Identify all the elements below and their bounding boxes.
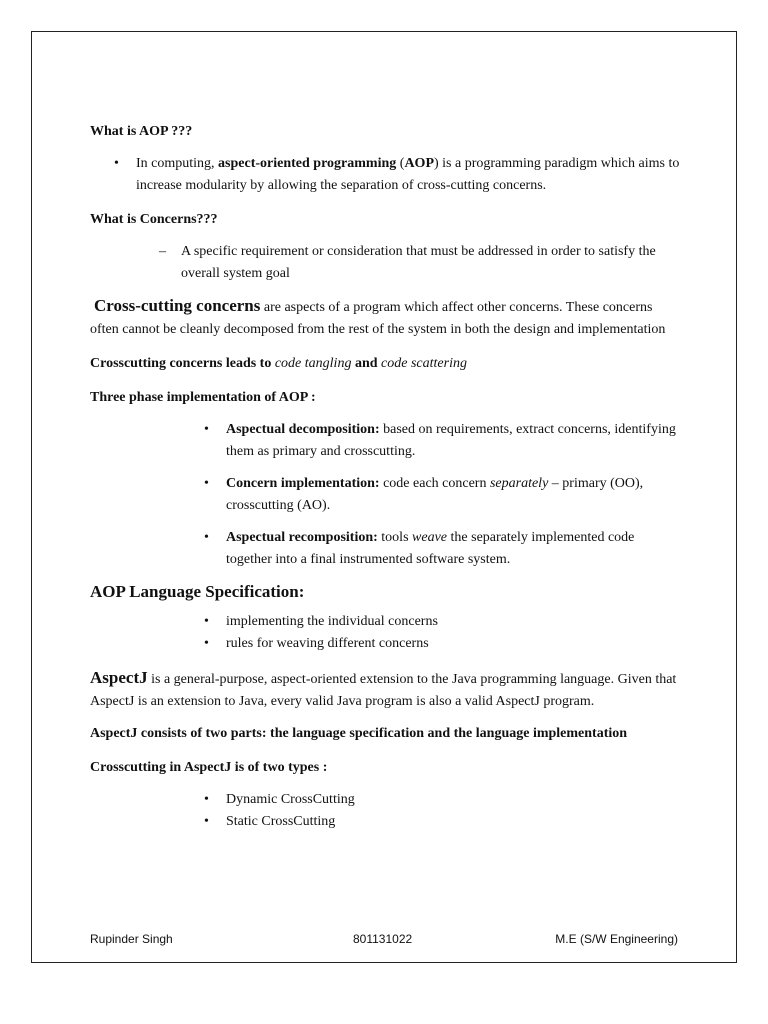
bullet-glyph: • [114, 156, 119, 171]
bullet-glyph: • [204, 792, 209, 807]
bullet-glyph: • [204, 422, 209, 437]
phase-item-decomposition: • Aspectual decomposition: based on requirements, extract concerns, identifying them as primary and crosscutting. [90, 419, 680, 463]
heading-language-specification: AOP Language Specification: [90, 582, 305, 601]
heading-what-is-aop: What is AOP ??? [90, 124, 193, 139]
bullet-glyph: • [204, 476, 209, 491]
type-item-static: • Static CrossCutting [90, 811, 680, 833]
crosscutting-concerns-paragraph: Cross-cutting concerns are aspects of a program which affect other concerns. These concerns often cannot be cleanly decomposed from the rest of the system in both the design and implementation [90, 296, 666, 337]
heading-three-phase: Three phase implementation of AOP : [90, 390, 316, 405]
document-body [90, 92, 680, 833]
document-page [31, 31, 737, 963]
aop-definition-bullet: • In computing, aspect-oriented programming (AOP) is a programming paradigm which aims to increase modularity by allowing the separation of cross-cutting concerns. [90, 153, 680, 197]
concerns-definition-dash: – A specific requirement or consideration that must be addressed in order to satisfy the overall system goal [90, 241, 680, 285]
spec-item-weaving: • rules for weaving different concerns [90, 633, 680, 655]
footer-course: M.E (S/W Engineering) [555, 932, 678, 946]
heading-what-is-concerns: What is Concerns??? [90, 212, 218, 227]
footer-author: Rupinder Singh [90, 932, 173, 946]
phase-item-implementation: • Concern implementation: code each concern separately – primary (OO), crosscutting (AO). [90, 473, 680, 517]
dash-glyph: – [159, 244, 166, 259]
phase-item-recomposition: • Aspectual recomposition: tools weave the separately implemented code together into a final instrumented software system. [90, 527, 680, 571]
aspectj-paragraph: AspectJ is a general-purpose, aspect-oriented extension to the Java programming language. Given that AspectJ is an extension to Java, every valid Java program is also a valid AspectJ program. [90, 668, 677, 709]
bullet-glyph: • [204, 636, 209, 651]
bullet-glyph: • [204, 814, 209, 829]
type-item-dynamic: • Dynamic CrossCutting [90, 789, 680, 811]
crosscutting-leads-paragraph: Crosscutting concerns leads to code tangling and code scattering [90, 356, 467, 371]
heading-crosscutting-types: Crosscutting in AspectJ is of two types : [90, 760, 328, 775]
footer-id: 801131022 [353, 932, 413, 946]
bullet-glyph: • [204, 530, 209, 545]
spec-item-implementing: • implementing the individual concerns [90, 611, 680, 633]
aspectj-parts-paragraph: AspectJ consists of two parts: the language specification and the language implementation [90, 726, 628, 741]
bullet-glyph: • [204, 614, 209, 629]
